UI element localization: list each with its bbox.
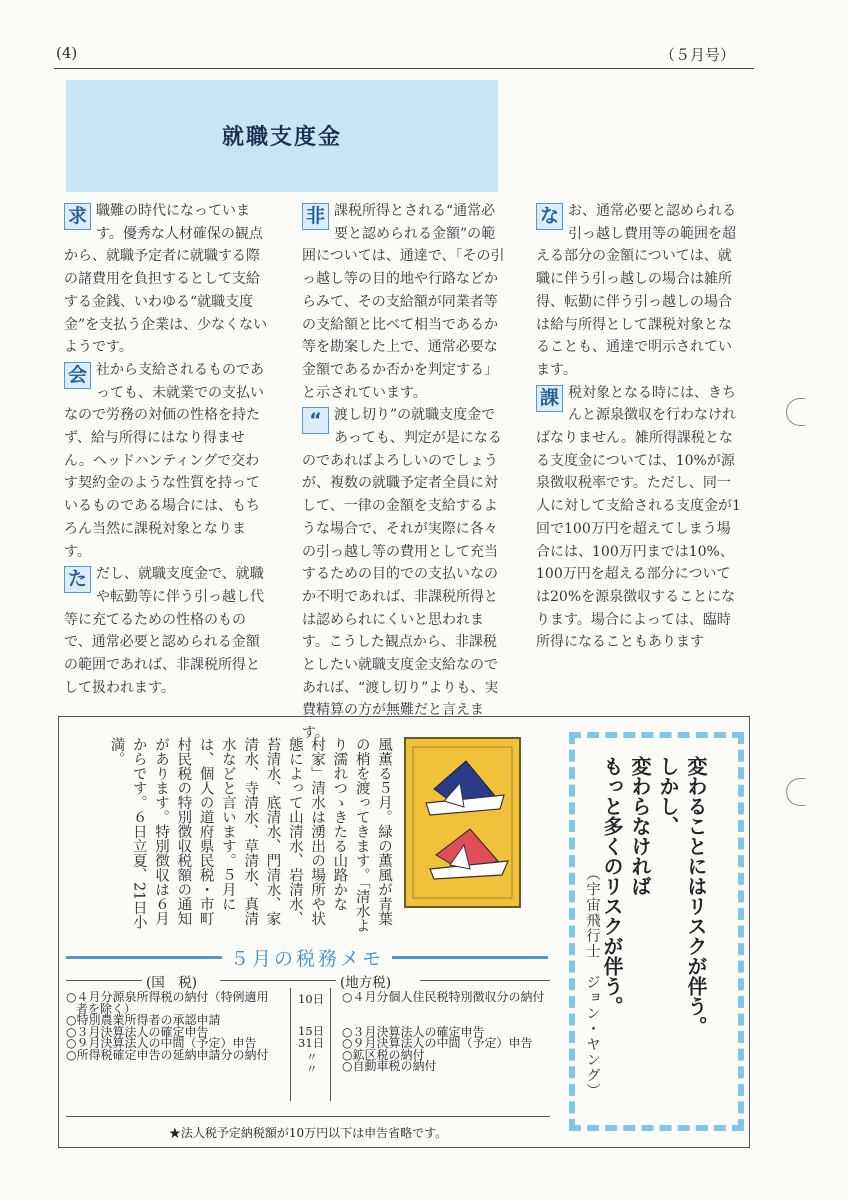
quote-text [598, 756, 710, 1076]
paragraph: な お、通常必要と認められる引っ越し費用等の範囲を超える部分の金額については、就職に伴う引っ越しの場合は雑所得、転勤に伴う引っ越しの場合は給与所得として課税対象となることも、通達で明示されています。 [536, 203, 736, 378]
list-item: ○４月分個人住民税特別徴収分の納付 [342, 990, 545, 1004]
paragraph: “ 渡し切り”の就職支度金であっても、判定が是になるのであればよろしいのでしょうが、複数の就職予定者全員に対して、一律の金額を支給するような場合で、それが実際に各々の引っ越し等の費用として充当するための目的での支払いなのか不明であれば、非課税所得とは認められにくいと思われます。こうした観点から、非課税としたい就職支度金支給なのであれば、“渡し切り”よりも、実費精算の方が無難だと言えます。 [302, 407, 502, 742]
national-tax-list [66, 992, 268, 1061]
memo-divider [330, 988, 331, 1101]
list-item: ○９月決算法人の中間（予定）申告 [66, 1036, 257, 1050]
binder-ring [786, 398, 805, 426]
article-title-box [66, 80, 498, 192]
local-tax-heading: (地方税) [340, 975, 392, 991]
paragraph: 課 税対象となる時には、きちんと源泉徴収を行わなければなりません。雑所得課税となる支度金については、10%が源泉徴収税率です。ただし、同一人に対して支給される支度金が1回で100万円を超えてしまう場合には、100万円までは10%、100万円を超える部分については20%を源泉徴収することになります。場合によっては、臨時所得になることもあります [536, 384, 741, 651]
national-tax-heading: (国 税) [146, 975, 198, 991]
quote-author: （宇宙飛行士 ジョン・ヤング） [584, 866, 600, 1099]
due-date: 31日 [298, 1036, 325, 1050]
drop-cap: 非 [302, 203, 329, 230]
list-item: ○鉱区税の納付 [342, 1047, 425, 1062]
paragraph: た だし、就職支度金で、就職や転勤等に伴う引っ越し代等に充てるための性格のもので、通常必要と認められる金額の範囲であれば、非課税所得として扱われます。 [64, 566, 264, 696]
article-title: 就職支度金 [221, 125, 342, 150]
due-date: 〃 [306, 1050, 318, 1064]
drop-cap: 課 [536, 385, 563, 412]
list-item: ○特別農業所得者の承認申請 [66, 1013, 221, 1027]
drop-cap: “ [302, 407, 329, 434]
paragraph: 非 課税所得とされる“通常必要と認められる金額”の範囲については、通達で、「その引っ越し等の目的地や行路などからみて、その支給額が同業者等の支給額と比べて相当であるか等を勘案した上で、通常必要な金額であるか否かを判定する」と示されています。 [302, 203, 505, 401]
memo-rule [66, 980, 142, 981]
seasonal-note: 風薫る５月。緑の薫風が青葉の梢を渡ってきます。「清水より濡れつゝきたる山路かな 村家」清水は湧出の場所や状態によって山清水、岩清水、苔清水、底清水、門清水、家清水、寺清水、草清水、真清水などと言います。５月には、個人の道府県民税・市町村民税の特別徴収税額の通知があります。特別徴収は６月からです。６日立夏、21日小満。 [108, 737, 392, 933]
paragraph: 求 職難の時代になっています。優秀な人材確保の観点から、就職予定者に就職する際の諸費用を負担するとして支給する金銭、いわゆる“就職支度金”を支払う企業は、少なくないようです。 [64, 203, 268, 356]
drop-cap: た [64, 566, 91, 593]
memo-footer-rule [66, 1116, 550, 1117]
list-item: ○所得税確定申告の延納申請分の納付 [66, 1047, 269, 1062]
issue-label: （５月号） [660, 46, 736, 64]
drop-cap: 会 [64, 362, 91, 389]
due-date: 10日 [298, 992, 325, 1006]
list-item: ○３月決算法人の確定申告 [66, 1024, 209, 1039]
list-item: 者を除く） [76, 1001, 137, 1016]
memo-divider [290, 988, 291, 1101]
local-tax-list [342, 992, 544, 1073]
list-item: ○３月決算法人の確定申告 [342, 1024, 485, 1039]
list-item: ○９月決算法人の中間（予定）申告 [342, 1036, 533, 1050]
memo-rule [220, 980, 336, 981]
quote-line: もっと多くのリスクが伴う。 [600, 756, 624, 1016]
article-column-1 [64, 200, 270, 699]
article-column-2 [302, 200, 508, 745]
binder-ring [786, 778, 805, 806]
memo-banner [66, 944, 548, 972]
article-column-3 [536, 200, 742, 654]
due-date: 〃 [306, 1062, 318, 1076]
due-date: 15日 [298, 1024, 325, 1038]
page-number: (4) [56, 44, 78, 62]
memo-rule [420, 980, 550, 981]
quote-line: 変わることにはリスクが伴う。 [684, 756, 708, 1036]
header-rule [54, 68, 754, 69]
drop-cap: な [536, 203, 563, 230]
memo-footnote: ★法人税予定納税額が10万円以下は申告省略です。 [168, 1126, 448, 1140]
kabuto-helmet-illustration [404, 737, 521, 908]
list-item: ○４月分源泉所得税の納付（特例適用 [66, 990, 269, 1004]
quote-line: しかし、 [656, 756, 680, 836]
list-item: ○自動車税の納付 [342, 1059, 437, 1073]
memo-title: ５月の税務メモ [222, 948, 392, 970]
quote-line: 変わらなければ [628, 756, 652, 896]
paragraph: 会 社から支給されるものであっても、未就業での支払いなので労務の対価の性格を持たず、給与所得にはなり得ません。ヘッドハンティングで交わす契約金のような性質を持っているものである場合には、もちろん当然に課税対象となります。 [64, 361, 264, 560]
drop-cap: 求 [64, 203, 91, 230]
